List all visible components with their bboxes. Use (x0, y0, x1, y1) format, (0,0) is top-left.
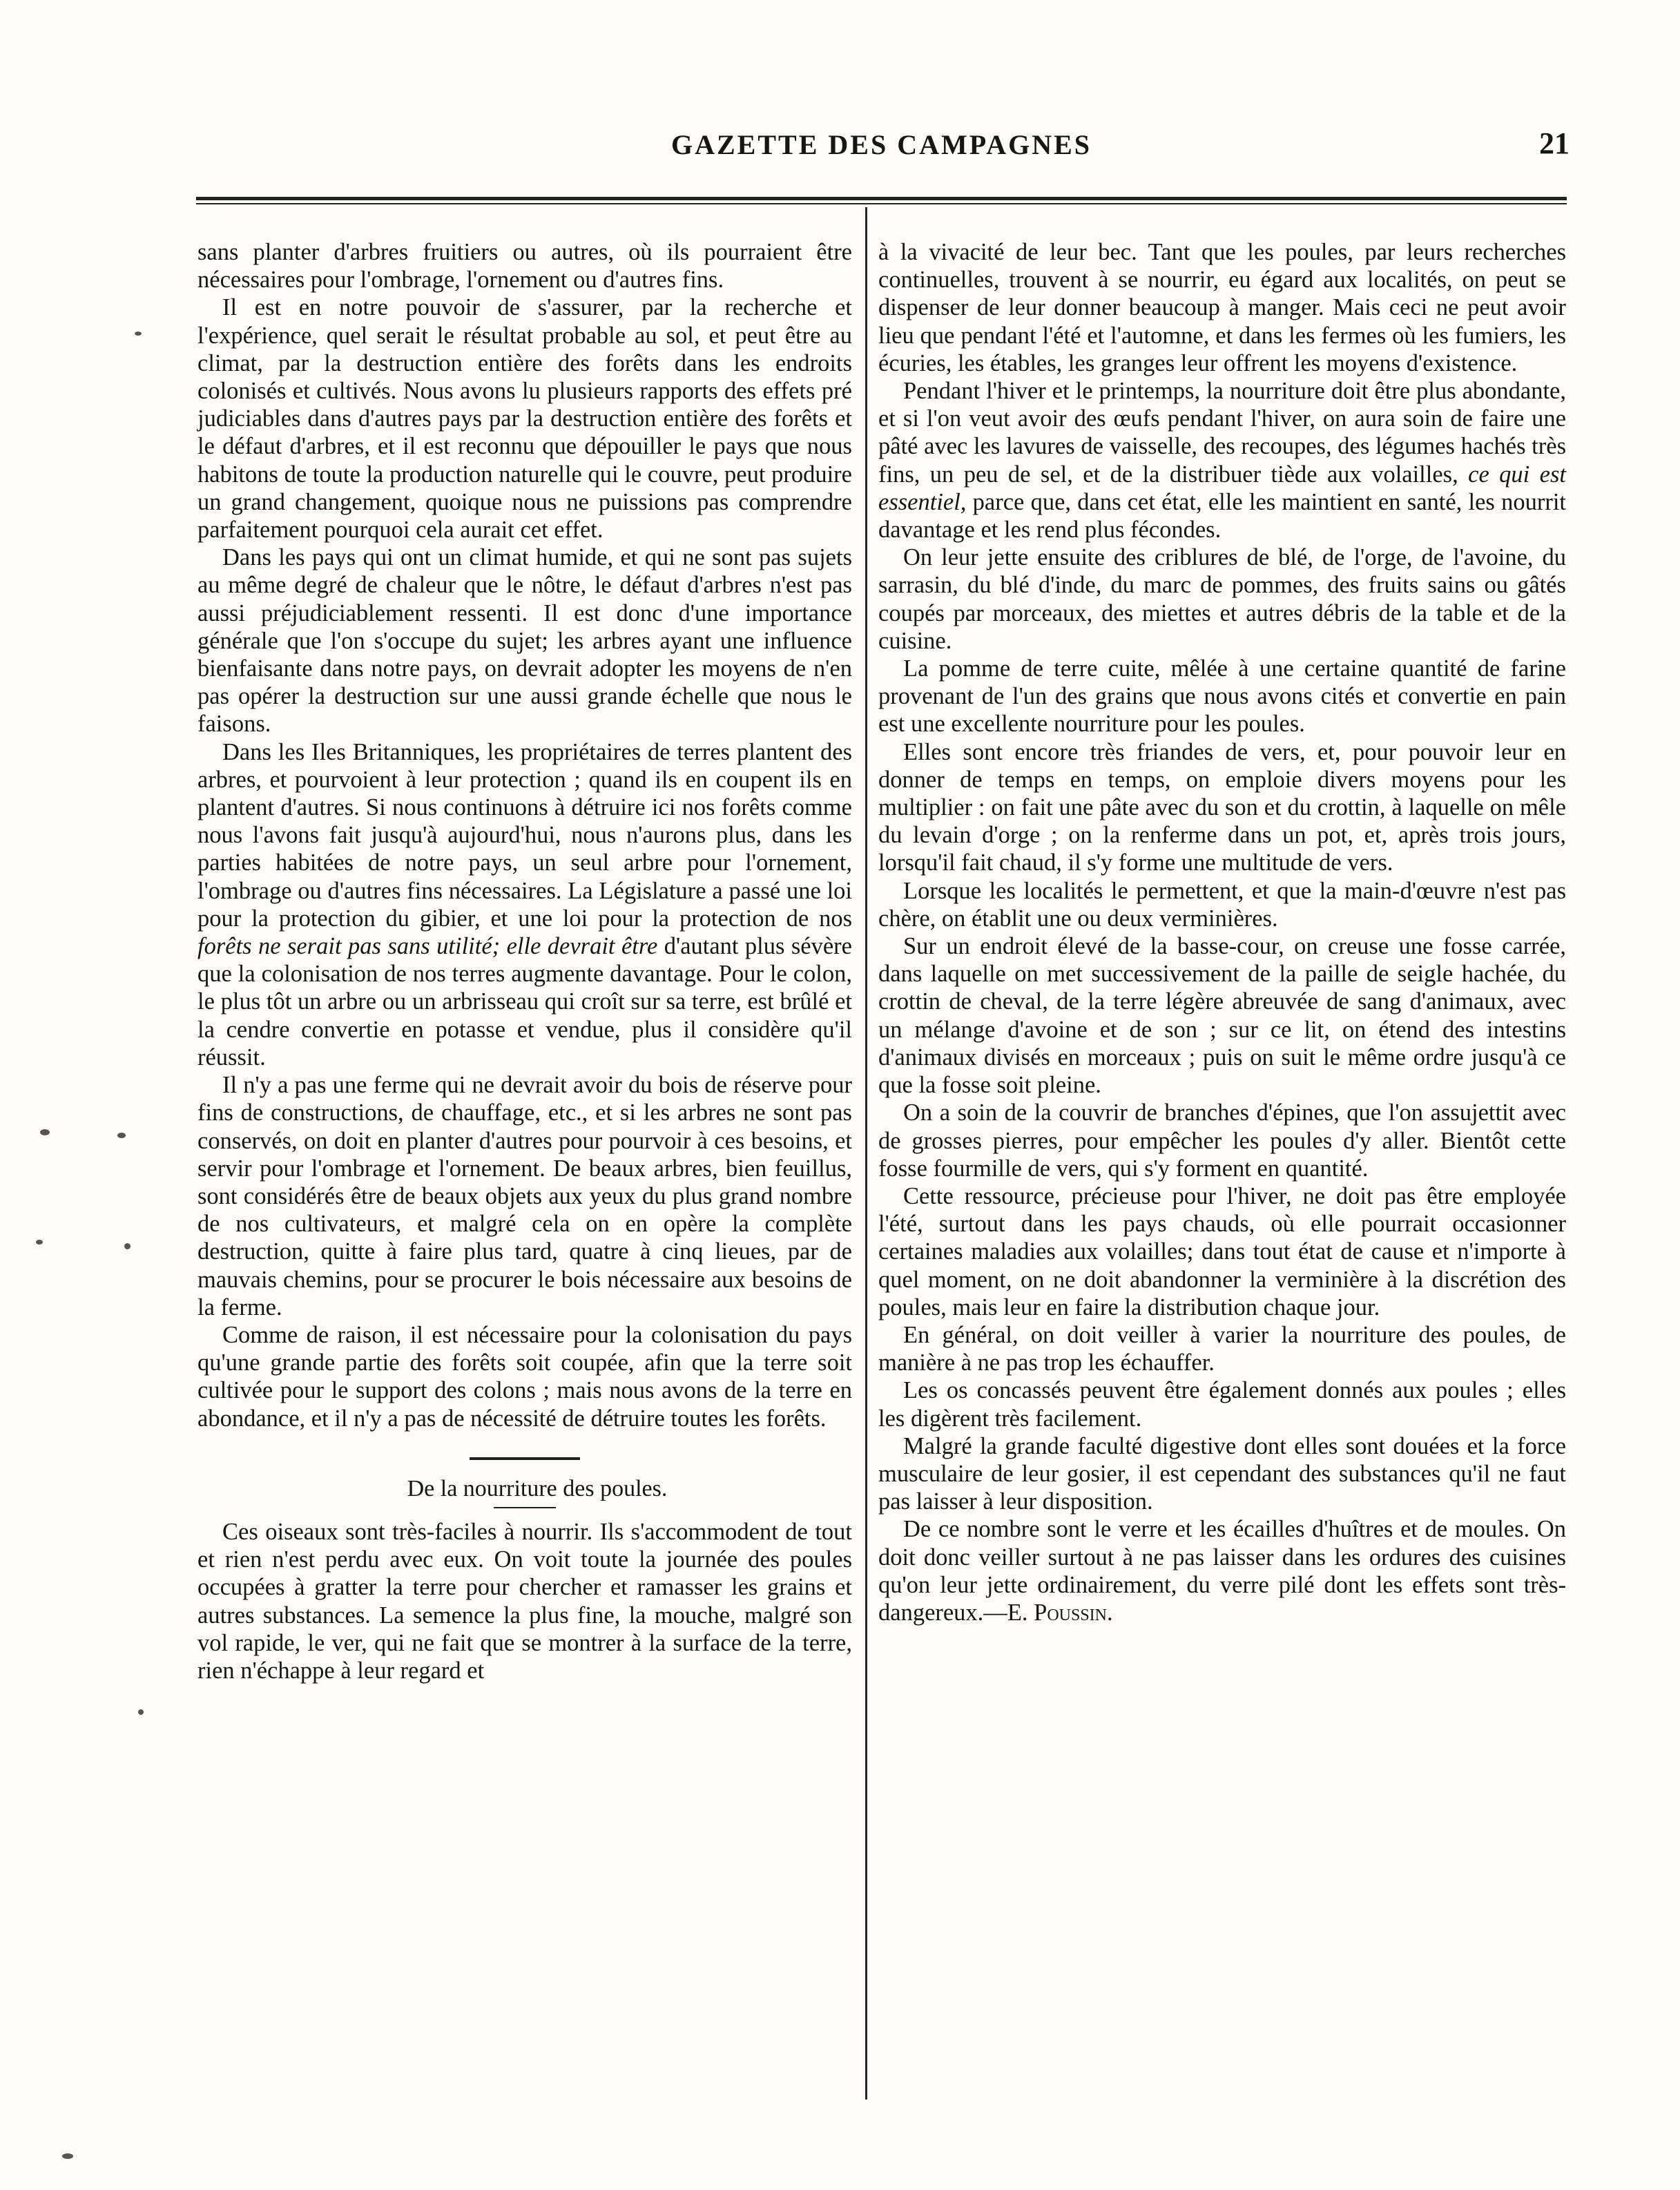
paragraph-text: Pendant l'hiver et le printemps, la nourriture doit être plus abondante, et si l'on veut avoir des œufs pendant l'hiver, on aura soin de faire une pâté avec les lavures de vaisselle, des recoupes, des légumes hachés très fins, un peu de sel, et de la distribuer tiède aux volailles, (878, 378, 1566, 488)
paragraph: Lorsque les localités le permettent, et que la main-d'œuvre n'est pas chère, on établit une ou deux verminières. (878, 877, 1566, 932)
left-column (197, 238, 852, 1684)
scan-speck (117, 1133, 126, 1138)
paragraph: Cette ressource, précieuse pour l'hiver, ne doit pas être employée l'été, surtout dans les pays chauds, où elle pourrait occasionner certaines maladies aux volailles; dans tout état de cause et n'importe à quel moment, on ne doit abandonner la verminière à la discrétion des poules, mais leur en faire la distribution chaque jour. (878, 1182, 1566, 1320)
scan-speck (40, 1129, 50, 1135)
paragraph: Elles sont encore très friandes de vers, et, pour pouvoir leur en donner de temps en temps, on emploie divers moyens pour les multiplier : on fait une pâte avec du son et du crottin, à laquelle on mêle du levain d'orge ; on la renferme dans un pot, et, après trois jours, lorsqu'il fait chaud, il s'y forme une multitude de vers. (878, 738, 1566, 876)
emphasis-text: forêts ne serait pas sans utilité; elle devrait être (197, 933, 658, 960)
page-number: 21 (1539, 126, 1570, 160)
page-header (193, 123, 1570, 178)
paragraph: On a soin de la couvrir de branches d'épines, que l'on assujettit avec de grosses pierres, pour empêcher les poules d'y aller. Bientôt cette fosse fourmille de vers, qui s'y forment en quantité. (878, 1099, 1566, 1182)
scan-speck (124, 1243, 131, 1249)
paragraph: Comme de raison, il est nécessaire pour la colonisation du pays qu'une grande partie des forêts soit coupée, afin que la terre soit cultivée pour le support des colons ; mais nous avons de la terre en abondance, et il n'y a pas de nécessité de détruire toutes les forêts. (197, 1321, 852, 1432)
column-divider (865, 207, 867, 2100)
paragraph: La pomme de terre cuite, mêlée à une certaine quantité de farine provenant de l'un des grains que nous avons cités et convertie en pain est une excellente nourriture pour les poules. (878, 655, 1566, 738)
paragraph (197, 738, 852, 1071)
paragraph: Les os concassés peuvent être également donnés aux poules ; elles les digèrent très facilement. (878, 1377, 1566, 1432)
paragraph (878, 1515, 1566, 1626)
title-rule (494, 1507, 556, 1508)
paragraph: à la vivacité de leur bec. Tant que les poules, par leurs recherches continuelles, trouvent à se nourrir, eu égard aux localités, on peut se dispenser de leur donner beaucoup à manger. Mais ceci ne peut avoir lieu que pendant l'été et l'automne, et dans les fermes où les fumiers, les écuries, les étables, les granges leur offrent les moyens d'existence. (878, 239, 1566, 376)
header-rule (196, 197, 1567, 204)
paragraph: En général, on doit veiller à varier la nourriture des poules, de manière à ne pas trop les échauffer. (878, 1321, 1566, 1376)
scan-speck (135, 332, 142, 336)
scan-speck (62, 2153, 73, 2159)
paragraph: Il n'y a pas une ferme qui ne devrait avoir du bois de réserve pour fins de constructions, de chauffage, etc., et si les arbres ne sont pas conservés, on doit en planter d'autres pour pourvoir à ces besoins, et servir pour l'ombrage et l'ornement. De beaux arbres, bien feuillus, sont considérés être de beaux objets aux yeux du plus grand nombre de nos cultivateurs, et malgré cela on en opère la complète destruction, quitte à faire plus tard, quatre à cinq lieues, par de mauvais chemins, pour se procurer le bois nécessaire aux besoins de la ferme. (197, 1072, 852, 1320)
author-signature: E. Poussin. (1007, 1599, 1113, 1626)
paragraph: Ces oiseaux sont très-faciles à nourrir. Ils s'accommodent de tout et rien n'est perdu avec eux. On voit toute la journée des poules occupées à gratter la terre pour chercher et ramasser les grains et autres substances. La semence la plus fine, la mouche, malgré son vol rapide, le ver, qui ne fait que se montrer à la surface de la terre, rien n'échappe à leur regard et (197, 1518, 852, 1684)
paragraph: Malgré la grande faculté digestive dont elles sont douées et la force musculaire de leur gosier, il est cependant des substances qu'il ne faut pas laisser à leur disposition. (878, 1432, 1566, 1515)
paragraph (878, 377, 1566, 544)
section-title: De la nourriture des poules. (407, 1475, 668, 1501)
paragraph-text: Dans les Iles Britanniques, les propriétaires de terres plantent des arbres, et pourvoient à leur protection ; quand ils en coupent ils en plantent d'autres. Si nous continuons à détruire ici nos forêts comme nous l'avons fait jusqu'à aujourd'hui, nous n'aurons plus, dans les parties habitées de notre pays, un seul arbre pour l'ornement, l'ombrage ou d'autres fins nécessaires. La Législature a passé une loi pour la protection du gibier, et une loi pour la protection de nos (197, 738, 852, 932)
paragraph-text: d'autant plus sévère que la colonisation de nos terres augmente davantage. Pour le colon, le plus tôt un arbre ou un arbrisseau qui croît sur sa terre, est brûlé et la cendre convertie en potasse et vendue, plus il considère qu'il réussit. (197, 933, 852, 1070)
right-column (878, 238, 1566, 1626)
paragraph-text: De ce nombre sont le verre et les écailles d'huîtres et de moules. On doit donc veiller surtout à ne pas laisser dans les ordures des cuisines qu'on leur jette ordinairement, du verre pilé dont les effets sont très-dangereux.— (878, 1516, 1566, 1626)
paragraph: Il est en notre pouvoir de s'assurer, par la recherche et l'expérience, quel serait le résultat probable au sol, et peut être au climat, par la destruction entière des forêts dans les endroits colonisés et cultivés. Nous avons lu plusieurs rapports des effets pré judiciables dans d'autres pays par la destruction entière des forêts et le défaut d'arbres, et il est reconnu que dépouiller le pays que nous habitons de toute la production naturelle qui le couvre, peut produire un grand changement, quoique nous ne puissions pas comprendre parfaitement pourquoi cela aurait cet effet. (197, 294, 852, 544)
paragraph-text: parce que, dans cet état, elle les maintient en santé, les nourrit davantage et les rend plus fécondes. (878, 488, 1566, 544)
section-divider (470, 1457, 580, 1460)
emphasis-text: ce qui est essentiel, (878, 461, 1566, 515)
scan-speck (36, 1240, 43, 1245)
running-title: GAZETTE DES CAMPAGNES (670, 129, 1092, 160)
paragraph: sans planter d'arbres fruitiers ou autres, où ils pourraient être nécessaires pour l'ombrage, l'ornement ou d'autres fins. (197, 239, 852, 294)
paragraph: Sur un endroit élevé de la basse-cour, on creuse une fosse carrée, dans laquelle on met successivement de la paille de seigle hachée, du crottin de cheval, de la terre légère abreuvée de sang d'animaux, avec un mélange d'avoine et de son ; sur ce lit, on étend des intestins d'animaux divisés en morceaux ; puis on suit le même ordre jusqu'à ce que la fosse soit pleine. (878, 933, 1566, 1099)
paragraph: Dans les pays qui ont un climat humide, et qui ne sont pas sujets au même degré de chaleur que le nôtre, le défaut d'arbres n'est pas aussi préjudiciablement ressenti. Il est donc d'une importance générale que l'on s'occupe du sujet; les arbres ayant une influence bienfaisante dans notre pays, on devrait adopter les moyens de n'en pas opérer la destruction sur une aussi grande échelle que nous le faisons. (197, 544, 852, 738)
paragraph: On leur jette ensuite des criblures de blé, de l'orge, de l'avoine, du sarrasin, du blé d'inde, du marc de pommes, des fruits sains ou gâtés coupés par morceaux, des miettes et autres débris de la table et de la cuisine. (878, 544, 1566, 654)
scan-speck (138, 1709, 144, 1715)
